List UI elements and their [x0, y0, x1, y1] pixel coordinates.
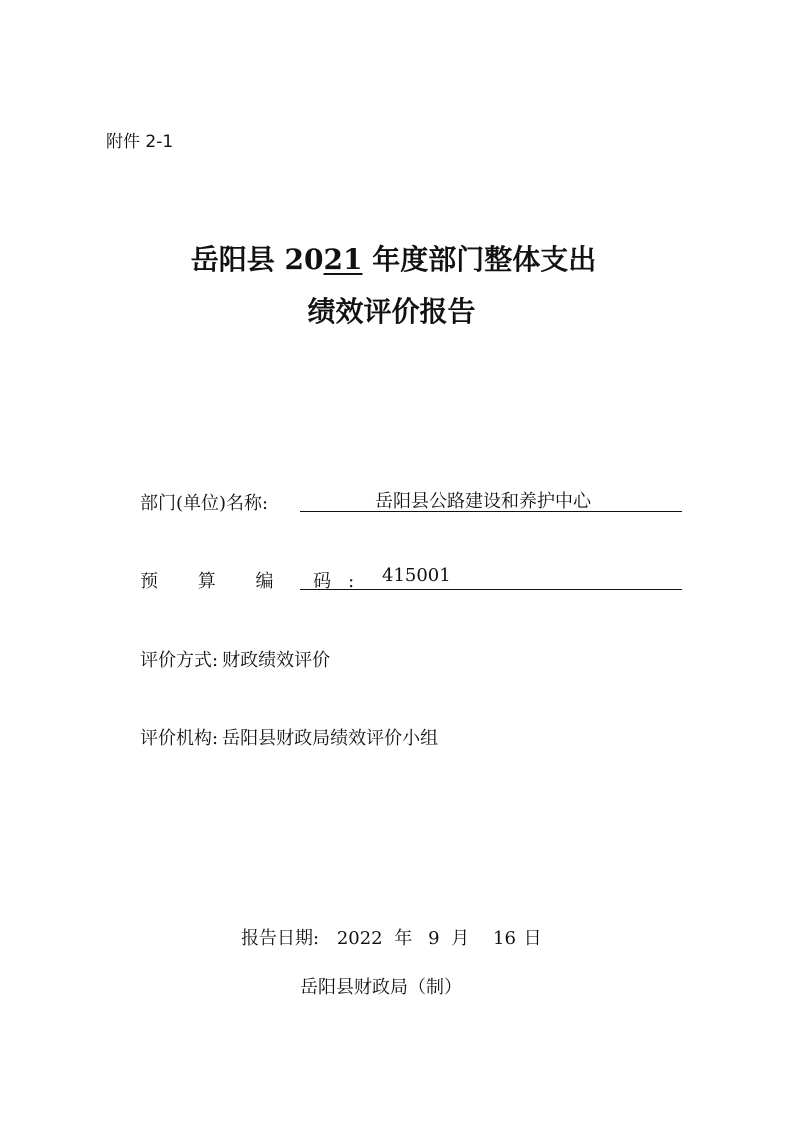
budget-label: 预 算 编 码: [140, 571, 372, 592]
title-suffix: 年度部门整体支出 [362, 243, 597, 276]
issuer: 岳阳县财政局（制） [300, 977, 462, 998]
date-year: 2022 [336, 928, 383, 949]
date-month-unit: 月 [451, 928, 470, 949]
method-label: 评价方式: [140, 650, 219, 671]
budget-field [300, 563, 682, 590]
dept-field [300, 485, 682, 512]
report-title-line2: 绩效评价报告 [307, 295, 476, 328]
budget-value: 415001 [382, 565, 451, 586]
report-title-line1 [0, 238, 790, 278]
attachment-label: 附件 2-1 [106, 132, 174, 152]
date-day: 16 [493, 928, 516, 949]
agency-label: 评价机构: [140, 728, 219, 749]
title-prefix: 岳阳县 20 [190, 243, 324, 276]
report-date [241, 924, 542, 950]
dept-label: 部门(单位)名称: [140, 493, 269, 514]
date-day-unit: 日 [523, 928, 542, 949]
agency-row [140, 724, 438, 750]
dept-value: 岳阳县公路建设和养护中心 [375, 491, 591, 512]
date-year-unit: 年 [394, 928, 413, 949]
date-month: 9 [428, 928, 440, 949]
method-value: 财政绩效评价 [222, 650, 331, 671]
title-year-underlined: 21 [323, 243, 363, 276]
agency-value: 岳阳县财政局绩效评价小组 [222, 728, 439, 749]
method-row [140, 646, 330, 672]
date-label: 报告日期: [241, 928, 320, 949]
